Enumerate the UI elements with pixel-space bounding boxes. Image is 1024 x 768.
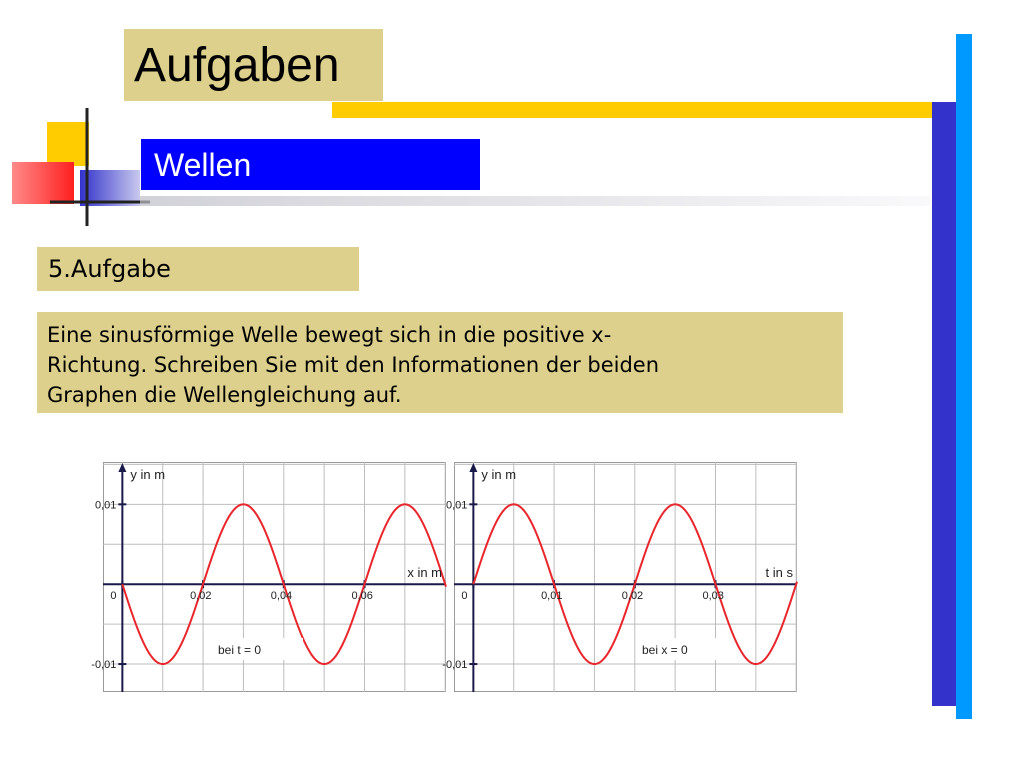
divider-line [140,196,930,206]
y-axis-label: y in m [130,467,166,482]
subtitle: Wellen [154,147,252,183]
decorative-logo [12,108,152,228]
task-label: 5.Aufgabe [48,255,171,283]
y-tick-label: 0,01 [445,499,468,512]
x-tick-label: 0,04 [270,590,293,603]
y-axis-label: y in m [481,467,517,482]
y-tick-label: -0,01 [442,659,468,672]
x-tick-label: 0 [461,590,468,603]
accent-gold-bar [332,102,932,118]
x-tick-label: 0,02 [621,590,644,603]
chart-annotation: bei x = 0 [642,643,688,657]
x-tick-label: 0,06 [351,590,373,603]
y-tick-label: -0,01 [91,659,117,672]
task-description-line-3: Graphen die Wellengleichung auf. [47,383,402,407]
x-tick-label: 0,02 [190,590,212,603]
accent-blue-dark-bar [932,102,956,706]
chart-annotation: bei t = 0 [218,643,262,657]
x-tick-label: 0,03 [702,590,724,603]
x-tick-label: 0,01 [541,590,563,603]
x-axis-label: x in m [407,565,442,581]
accent-blue-light-bar [956,34,972,719]
wave-graph-time [442,462,797,692]
page-title: Aufgaben [134,39,340,92]
task-description-line-1: Eine sinusförmige Welle bewegt sich in die positive x- [47,323,612,347]
task-description-line-2: Richtung. Schreiben Sie mit den Informationen der beiden [47,353,660,377]
y-tick-label: 0,01 [94,499,117,512]
x-tick-label: 0 [110,590,117,603]
wave-graph-space [91,462,446,692]
x-axis-label: t in s [765,565,793,581]
